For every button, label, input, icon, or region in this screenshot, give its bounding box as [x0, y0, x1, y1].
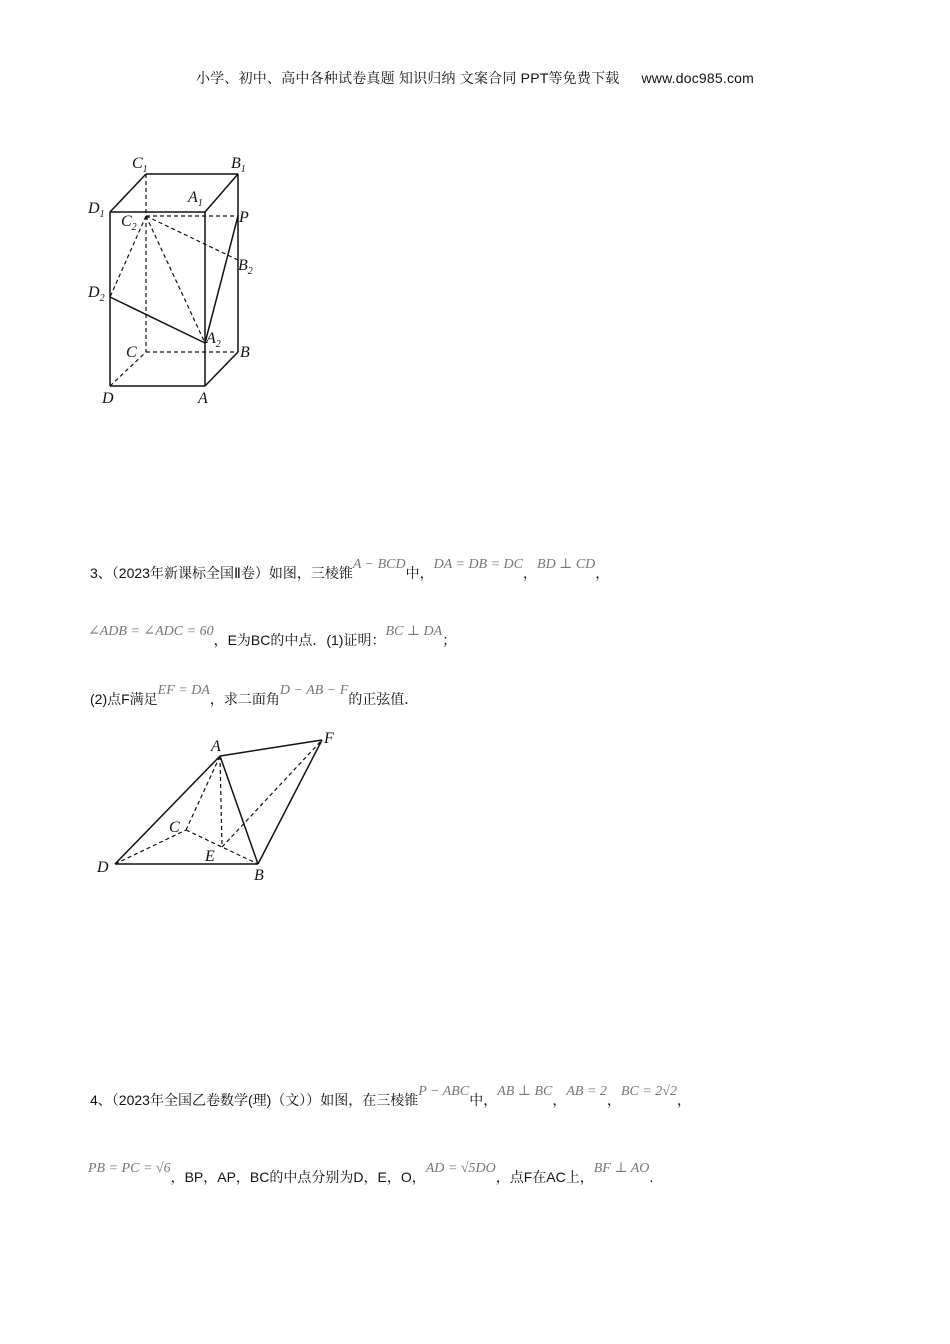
math: EF = DA: [157, 683, 210, 698]
q3-line2: ∠ADB = ∠ADC = 60，E为BC的中点．(1)证明：BC ⊥ DA；: [88, 624, 457, 648]
label-B2: $B_2$: [238, 257, 253, 277]
q4-line1: 4、（2023年全国乙卷数学(理)（文））如图，在三棱锥P − ABC中，AB ⊥ BC，AB = 2，BC = 2√2，: [90, 1084, 691, 1108]
math: P − ABC: [418, 1084, 470, 1099]
label-D2: $D_2$: [88, 284, 105, 304]
label-F: F: [324, 730, 334, 747]
label-C: C: [169, 819, 180, 836]
math: BD ⊥ CD: [537, 557, 596, 572]
math: BF ⊥ AO: [593, 1161, 650, 1176]
math: AD = √5DO: [425, 1161, 496, 1176]
header-text: 小学、初中、高中各种试卷真题 知识归纳 文案合同 PPT等免费下载: [195, 70, 620, 86]
math: ∠ADB = ∠ADC = 60: [88, 624, 214, 639]
label-D1: $D_1$: [88, 200, 105, 220]
label-B1: $B_1$: [231, 155, 246, 175]
figure-tetrahedron: [90, 730, 350, 890]
q3-line1: 3、（2023年新课标全国Ⅱ卷）如图，三棱锥A − BCD中，DA = DB = DC，BD ⊥ CD，: [90, 557, 610, 581]
q3-number: 3、: [90, 565, 112, 581]
label-D: D: [102, 390, 114, 407]
math: D − AB − F: [279, 683, 349, 698]
math: DA = DB = DC: [433, 557, 524, 572]
label-A: A: [211, 738, 221, 755]
label-B: B: [254, 867, 264, 884]
header-site: www.doc985.com: [641, 70, 755, 86]
figure-prism: [80, 140, 280, 420]
label-A: A: [198, 390, 208, 407]
label-D: D: [97, 859, 109, 876]
math: BC ⊥ DA: [385, 624, 443, 639]
label-C1: $C_1$: [132, 155, 148, 175]
label-P: P: [239, 209, 249, 226]
label-C2: $C_2$: [121, 213, 137, 233]
math: AB = 2: [566, 1084, 607, 1099]
label-A2: $A_2$: [206, 330, 221, 350]
q3-line3: (2)点F满足EF = DA，求二面角D − AB − F的正弦值．: [90, 683, 419, 707]
label-E: E: [205, 848, 215, 865]
page-header: [0, 68, 950, 88]
math: BC = 2√2: [620, 1084, 677, 1099]
label-C: C: [126, 344, 137, 361]
q4-line2: PB = PC = √6，BP，AP，BC的中点分别为D，E，O，AD = √5DO，点F在AC上，BF ⊥ AO.: [88, 1161, 654, 1185]
label-A1: $A_1$: [188, 189, 203, 209]
label-B: B: [240, 344, 250, 361]
q4-number: 4、: [90, 1092, 112, 1108]
math: A − BCD: [352, 557, 406, 572]
math: AB ⊥ BC: [497, 1084, 553, 1099]
math: PB = PC = √6: [88, 1161, 171, 1176]
